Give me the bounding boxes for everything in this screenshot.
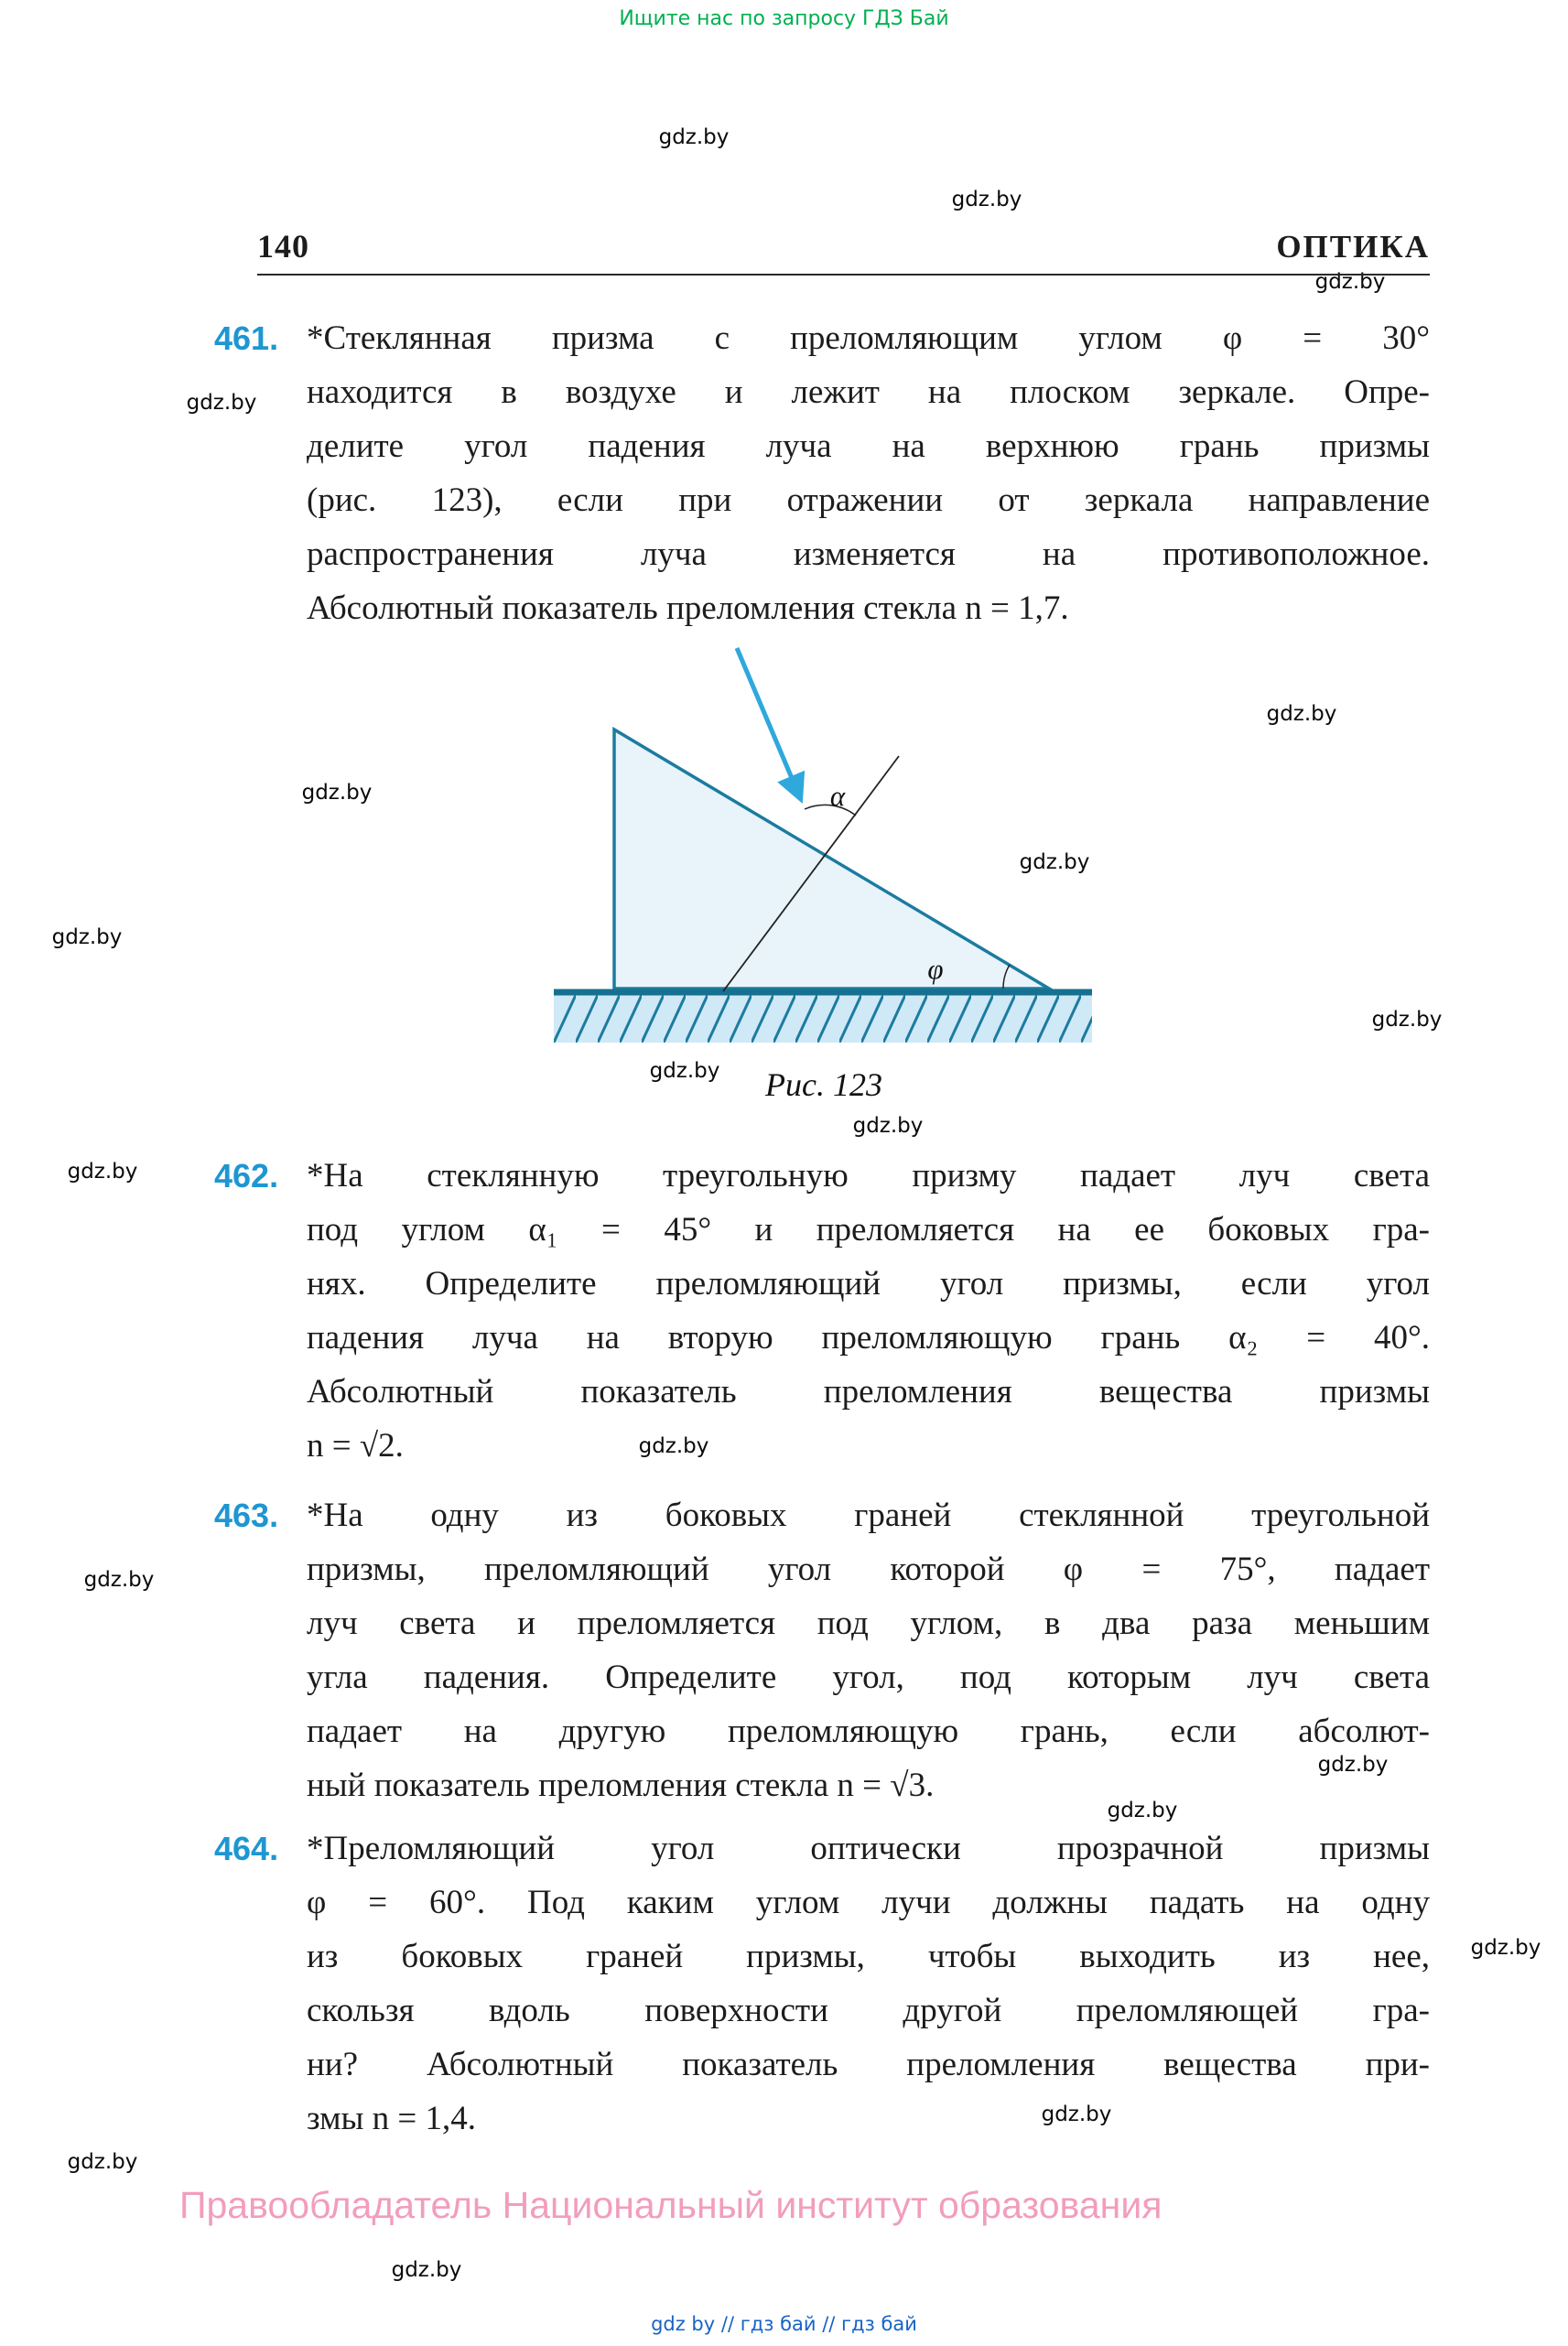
problem-line: призмы, преломляющий угол которой φ = 75°, падает (307, 1551, 1430, 1588)
watermark-gdz: gdz.by (638, 1434, 709, 1458)
problem-text (307, 311, 1430, 635)
problem-text (307, 1488, 1430, 1812)
problem-number: 464. (214, 1830, 279, 1867)
alpha-label: α (829, 780, 846, 812)
watermark-gdz: gdz.by (951, 188, 1022, 211)
watermark-gdz: gdz.by (1371, 1008, 1443, 1032)
problem-number: 461. (214, 319, 279, 357)
problem-line: из боковых граней призмы, чтобы выходить из нее, (307, 1938, 1430, 1975)
watermark-gdz: gdz.by (649, 1059, 720, 1083)
problem-line: падает на другую преломляющую грань, если абсолют- (307, 1713, 1430, 1750)
problem-line: Абсолютный показатель преломления вещества призмы (307, 1373, 1430, 1411)
problem-number: 462. (214, 1157, 279, 1195)
watermark-gdz: gdz.by (186, 391, 257, 415)
problem-line: находится в воздухе и лежит на плоском зеркале. Опре- (307, 373, 1430, 411)
problem-line: n = √2. (307, 1427, 404, 1465)
watermark-gdz: gdz.by (1470, 1936, 1541, 1960)
problem-line: ни? Абсолютный показатель преломления вещества при- (307, 2046, 1430, 2083)
watermark-gdz: gdz.by (1314, 270, 1386, 294)
header-rule (257, 274, 1430, 276)
problem-line: падения луча на вторую преломляющую грань α₂ = 40°. (307, 1319, 1430, 1357)
problem-line: под углом α₁ = 45° и преломляется на ее боковых гра- (307, 1211, 1430, 1249)
watermark-gdz: gdz.by (1317, 1753, 1389, 1777)
problem-line: распространения луча изменяется на противоположное. (307, 535, 1430, 573)
problem-line: угла падения. Определите угол, под которым луч света (307, 1659, 1430, 1696)
problem-line: луч света и преломляется под углом, в два раза меньшим (307, 1605, 1430, 1642)
section-title: ОПТИКА (1276, 229, 1430, 265)
problem-line: *На одну из боковых граней стеклянной треугольной (307, 1497, 1430, 1534)
problem-line: φ = 60°. Под каким углом лучи должны падать на одну (307, 1884, 1430, 1921)
copyright-footer: Правообладатель Национальный институт образования (179, 2184, 1162, 2226)
watermark-gdz: gdz.by (301, 781, 373, 805)
problem-line: нях. Определите преломляющий угол призмы, если угол (307, 1265, 1430, 1303)
watermark-gdz: gdz.by (1041, 2103, 1112, 2126)
watermark-gdz: gdz.by (83, 1568, 155, 1592)
problem-464 (214, 1822, 1430, 2146)
figure-123 (513, 632, 1117, 1062)
problem-line: скользя вдоль поверхности другой преломляющей гра- (307, 1992, 1430, 2029)
watermark-gdz: gdz.by (1107, 1799, 1178, 1822)
watermark-gdz: gdz.by (658, 125, 730, 149)
watermark-gdz: gdz.by (67, 1160, 138, 1184)
problem-line: *Стеклянная призма с преломляющим углом φ = 30° (307, 319, 1430, 357)
mirror-hatch-lines (554, 995, 1092, 1043)
problem-line: делите угол падения луча на верхнюю грань призмы (307, 427, 1430, 465)
problem-line: змы n = 1,4. (307, 2100, 476, 2137)
problem-text (307, 1822, 1430, 2146)
footer-links[interactable]: gdz by // гдз бай // гдз бай (651, 2313, 917, 2335)
watermark-gdz: gdz.by (852, 1114, 924, 1138)
problem-number: 463. (214, 1497, 279, 1534)
watermark-gdz: gdz.by (51, 925, 123, 949)
problem-461 (214, 311, 1430, 635)
problem-462 (214, 1149, 1430, 1473)
phi-label: φ (927, 953, 944, 985)
prism-shape (614, 730, 1049, 989)
watermark-gdz: gdz.by (1019, 850, 1090, 874)
page-number: 140 (257, 228, 309, 265)
problem-line: Абсолютный показатель преломления стекла n = 1,7. (307, 589, 1069, 627)
problem-line: *Преломляющий угол оптически прозрачной призмы (307, 1830, 1430, 1867)
problem-line: (рис. 123), если при отражении от зеркала направление (307, 481, 1430, 519)
problem-463 (214, 1488, 1430, 1812)
watermark-gdz: gdz.by (1266, 702, 1337, 726)
top-banner: Ищите нас по запросу ГДЗ Бай (619, 7, 949, 30)
figure-caption: Рис. 123 (765, 1066, 882, 1103)
problem-text (307, 1149, 1430, 1473)
watermark-gdz: gdz.by (67, 2150, 138, 2174)
watermark-gdz: gdz.by (391, 2258, 462, 2282)
incident-ray (737, 648, 799, 795)
problem-line: *На стеклянную треугольную призму падает луч света (307, 1157, 1430, 1195)
problem-line: ный показатель преломления стекла n = √3. (307, 1767, 935, 1804)
